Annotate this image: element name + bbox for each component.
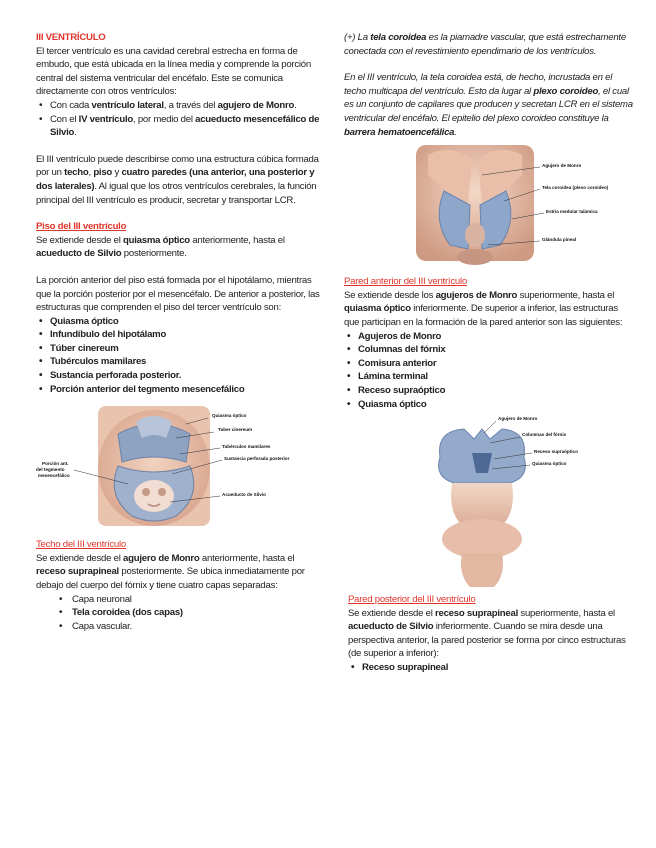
left-column (36, 31, 320, 633)
section-title-iii-ventriculo: III VENTRÍCULO (36, 32, 106, 43)
piso-paragraph-2: La porción anterior del piso está formada por el hipotálamo, mientras que la porción posterior por el mesencéfalo. De anterior a posterior, las estructuras que comprenden el piso del tercer ventrículo son: (36, 274, 320, 314)
brain-superior-illustration (344, 145, 634, 265)
structure-paragraph: El III ventrículo puede describirse como una estructura cúbica formada por un techo, piso y cuatro paredes (una anterior, una posterior y dos laterales). Al igual que los otros ventrículos cerebrales, la función principal del III ventrículo es producir, secretar y transportar LCR. (36, 153, 319, 206)
label-mesencefalico: mesencefálico (38, 473, 70, 479)
list-item: • Infundíbulo del hipotálamo (50, 328, 320, 342)
label-estria-medular: Estría medular talámica (546, 209, 598, 215)
techo-paragraph: Se extiende desde el agujero de Monro anteriormente, hasta el receso suprapineal posteriormente. Se ubica inmediatamente por debajo del cuerpo del fórnix y tiene cuatro capas separadas: (36, 552, 305, 592)
list-item: • Agujeros de Monro (358, 330, 634, 344)
list-item: • Quiasma óptico (50, 315, 320, 329)
list-item: • Comisura anterior (358, 357, 634, 371)
label-porcion-ant: Porción ant. (42, 461, 69, 467)
list-item: • Túber cinereum (50, 342, 320, 356)
figure-piso-iii-ventriculo (36, 404, 320, 532)
section-title-techo: Techo del III ventrículo (36, 539, 126, 551)
section-title-pared-anterior: Pared anterior del III ventrículo (344, 276, 467, 288)
label-sustancia-perforada: Sustancia perforada posterior (224, 456, 290, 462)
label-quiasma-optico-2: Quiasma óptico (532, 461, 567, 467)
brain-base-illustration (36, 404, 320, 532)
piso-structures-list (36, 315, 320, 397)
posterior-structures-list (348, 661, 634, 675)
label-tela-coroidea: Tela coroidea (plexo coroideo) (542, 185, 609, 191)
section-title-piso: Piso del III ventrículo (36, 221, 127, 233)
right-column (344, 31, 634, 675)
intro-paragraph: El tercer ventrículo es una cavidad cerebral estrecha en forma de embudo, que está ubicada en la línea media y comprende la porción central del sistema ventricular del encéfalo. Este se comunica directamente con otros ventrículos: (36, 45, 311, 98)
list-item: • Con el IV ventrículo, por medio del acueducto mesencefálico de Silvio. (50, 113, 320, 140)
brainstem-illustration (344, 413, 634, 589)
label-receso-supraoptico: Receso supraóptico (534, 449, 578, 455)
label-quiasma-optico: Quiasma óptico (212, 413, 247, 419)
list-item: • Capa vascular. (72, 620, 320, 634)
label-agujero-monro-2: Agujero de Monro (498, 416, 538, 422)
communication-list (36, 99, 320, 140)
figure-techo-iii-ventriculo (344, 145, 634, 265)
anterior-structures-list (344, 330, 634, 412)
list-item: • Porción anterior del tegmento mesencefálico (50, 383, 320, 397)
list-item: • Lámina terminal (358, 370, 634, 384)
piso-paragraph-1: Se extiende desde el quiasma óptico anteriormente, hasta el acueducto de Silvio posteriormente. (36, 234, 285, 260)
techo-layers-list (36, 593, 320, 634)
label-del-tegmento: del tegmento (36, 467, 65, 473)
list-item: • Receso suprapineal (362, 661, 634, 675)
list-item: • Tubérculos mamilares (50, 355, 320, 369)
list-item: • Receso supraóptico (358, 384, 634, 398)
list-item: • Columnas del fórnix (358, 343, 634, 357)
tela-paragraph-2: En el III ventrículo, la tela coroidea está, de hecho, incrustada en el techo multicapa del ventrículo. Esto da lugar al plexo coroideo, el cual es un conjunto de capilares que producen y secretan LCR en el sistema ventricular del encéfalo. El epitelio del plexo coroideo constituye la barrera hematoencefálica. (344, 72, 633, 138)
list-item: • Sustancia perforada posterior. (50, 369, 320, 383)
list-item: • Quiasma óptico (358, 398, 634, 412)
anterior-paragraph: Se extiende desde los agujeros de Monro superiormente, hasta el quiasma óptico inferiormente. De superior a inferior, las estructuras que participan en la formación de la pared anterior son las siguientes: (344, 289, 623, 328)
label-glandula-pineal: Glándula pineal (542, 237, 577, 243)
label-tuber-cinereum: Tuber cinereum (218, 427, 253, 433)
tela-paragraph-1: (+) La tela coroidea es la piamadre vascular, que está estrechamente conectada con el revestimiento ependimario de los ventrículos. (344, 32, 626, 57)
label-columnas-fornix: Columnas del fórnix (522, 432, 567, 438)
posterior-paragraph: Se extiende desde el receso suprapineal superiormente, hasta el acueducto de Silvio inferiormente. Cuando se mira desde una perspectiva anterior, la pared posterior se forma por cinco estructuras (de superior a inferior): (348, 607, 626, 660)
list-item: • Con cada ventrículo lateral, a través del agujero de Monro. (50, 99, 320, 113)
list-item: • Tela coroidea (dos capas) (72, 606, 320, 620)
label-tuberculos-mamilares: Tubérculos mamilares (222, 444, 271, 450)
label-acueducto-silvio: Acueducto de Silvio (222, 492, 266, 498)
label-agujero-monro: Agujero de Monro (542, 163, 582, 169)
list-item: • Capa neuronal (72, 593, 320, 607)
figure-pared-anterior (344, 413, 634, 589)
section-title-pared-posterior: Pared posterior del III ventrículo (348, 594, 476, 606)
